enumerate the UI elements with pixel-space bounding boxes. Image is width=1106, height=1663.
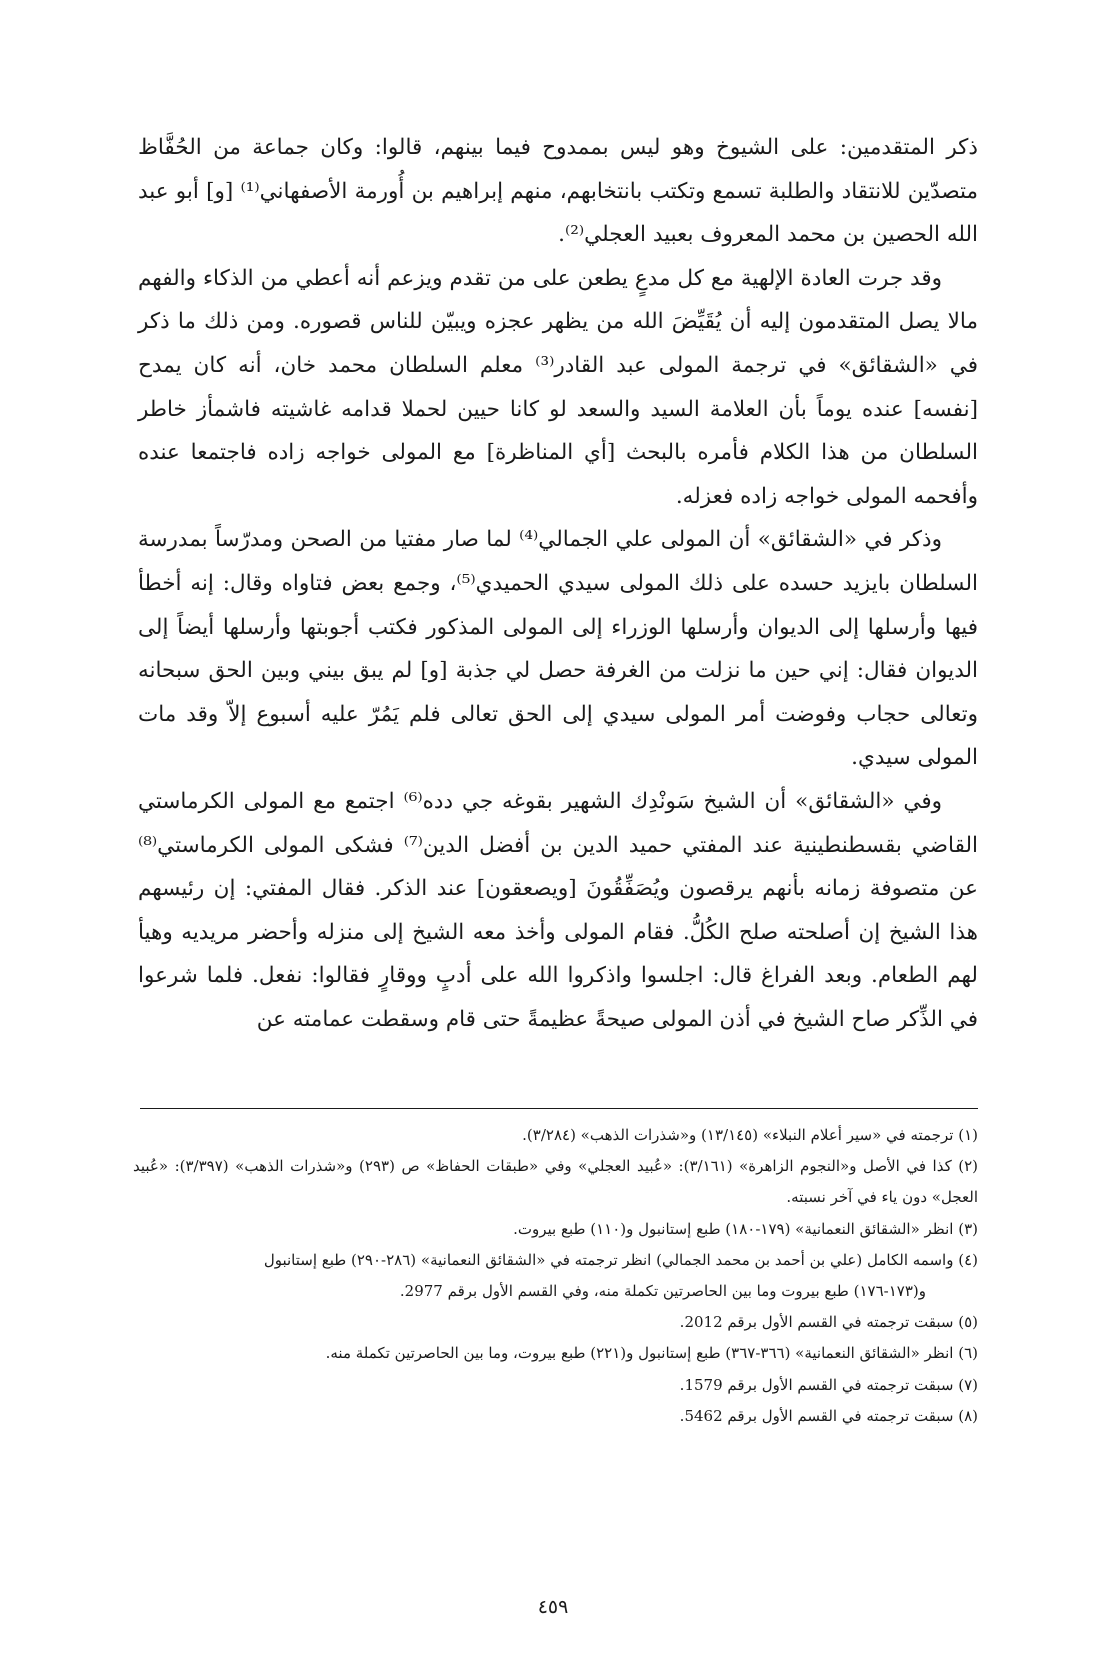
footnote: (٣) انظر «الشقائق النعمانية» (١٧٩-١٨٠) طبع إستانبول و(١١٠) طبع بيروت.	[513, 1219, 978, 1238]
footnote: (٢) كذا في الأصل و«النجوم الزاهرة» (٣/١٦١): «عُبيد العجلي» وفي «طبقات الحفاظ» ص (٢٩٣) و«شذرات الذهب» (٣/٣٩٧): «عُبيد العجل» دون ياء في آخر نسبته.	[133, 1157, 979, 1207]
footnotes	[133, 1120, 978, 1432]
paragraph: وذكر في «الشقائق» أن المولى علي الجمالي⁽⁴⁾ لما صار مفتيا من الصحن ومدرّساً بمدرسة السلطان بايزيد حسده على ذلك المولى سيدي الحميدي⁽⁵⁾، وجمع بعض فتاواه وقال: إنه أخطأ فيها وأرسلها إلى الديوان وأرسلها الوزراء إلى المولى المذكور فكتب أجوبتها وأرسلها أيضاً إلى الديوان فقال: إني حين ما نزلت من الغرفة حصل لي جذبة [و] لم يبق بيني وبين الحق سبحانه وتعالى حجاب وفوضت أمر المولى سيدي إلى الحق تعالى فلم يَمُرّ عليه أسبوع إلاّ وقد مات المولى سيدي.	[138, 527, 978, 771]
footnote: (٨) سبقت ترجمته في القسم الأول برقم 5462.	[679, 1406, 978, 1425]
paragraph: ذكر المتقدمين: على الشيوخ وهو ليس بممدوح فيما بينهم، قالوا: وكان جماعة من الحُفَّاظ متصدّين للانتقاد والطلبة تسمع وتكتب بانتخابهم، منهم إبراهيم بن أُورمة الأصفهاني⁽¹⁾ [و] أبو عبد الله الحصين بن محمد المعروف بعبيد العجلي⁽²⁾.	[138, 135, 979, 248]
page-number: ٤٥٩	[537, 1596, 569, 1618]
footnote: (١) ترجمته في «سير أعلام النبلاء» (١٣/١٤٥) و«شذرات الذهب» (٣/٢٨٤).	[522, 1126, 978, 1144]
footnote: (٥) سبقت ترجمته في القسم الأول برقم 2012.	[679, 1313, 978, 1332]
footnote-separator	[140, 1108, 978, 1109]
footnote: (٧) سبقت ترجمته في القسم الأول برقم 1579.	[679, 1375, 978, 1394]
paragraph: وقد جرت العادة الإلهية مع كل مدعٍ يطعن على من تقدم ويزعم أنه أعطي من الذكاء والفهم مالا يصل المتقدمون إليه أن يُقَيِّضَ الله من يظهر عجزه ويبيّن للناس قصوره. ومن ذلك ما ذكر في «الشقائق» في ترجمة المولى عبد القادر⁽³⁾ معلم السلطان محمد خان، أنه كان يمدح [نفسه] عنده يوماً بأن العلامة السيد والسعد لو كانا حيين لحملا قدامه غاشيته فاشمأز خاطر السلطان من هذا الكلام فأمره بالبحث [أي المناظرة] مع المولى خواجه زاده فاجتمعا عنده وأفحمه المولى خواجه زاده فعزله.	[138, 265, 978, 509]
footnote: (٤) واسمه الكامل (علي بن أحمد بن محمد الجمالي) انظر ترجمته في «الشقائق النعمانية» (٢٨٦-٢٩٠) طبع إستانبول	[263, 1250, 978, 1269]
footnote: (٦) انظر «الشقائق النعمانية» (٣٦٦-٣٦٧) طبع إستانبول و(٢٢١) طبع بيروت، وما بين الحاصرتين تكملة منه.	[325, 1344, 978, 1363]
main-text	[138, 126, 978, 1041]
paragraph: وفي «الشقائق» أن الشيخ سَونْدِك الشهير بقوغه جي دده⁽⁶⁾ اجتمع مع المولى الكرماستي القاضي بقسطنطينية عند المفتي حميد الدين بن أفضل الدين⁽⁷⁾ فشكى المولى الكرماستي⁽⁸⁾ عن متصوفة زمانه بأنهم يرقصون ويُصَفِّقُونَ [ويصعقون] عند الذكر. فقال المفتي: إن رئيسهم هذا الشيخ إن أصلحته صلح الكُلُّ. فقام المولى وأخذ معه الشيخ إلى منزله وأحضر مريديه وهيأ لهم الطعام. وبعد الفراغ قال: اجلسوا واذكروا الله على أدبٍ ووقارٍ فقالوا: نفعل. فلما شرعوا في الذِّكر صاح الشيخ في أذن المولى صيحةً عظيمةً حتى قام وسقطت عمامته عن	[138, 788, 978, 1032]
footnote-continuation: و(١٧٣-١٧٦) طبع بيروت وما بين الحاصرتين تكملة منه، وفي القسم الأول برقم 2977.	[399, 1282, 926, 1301]
